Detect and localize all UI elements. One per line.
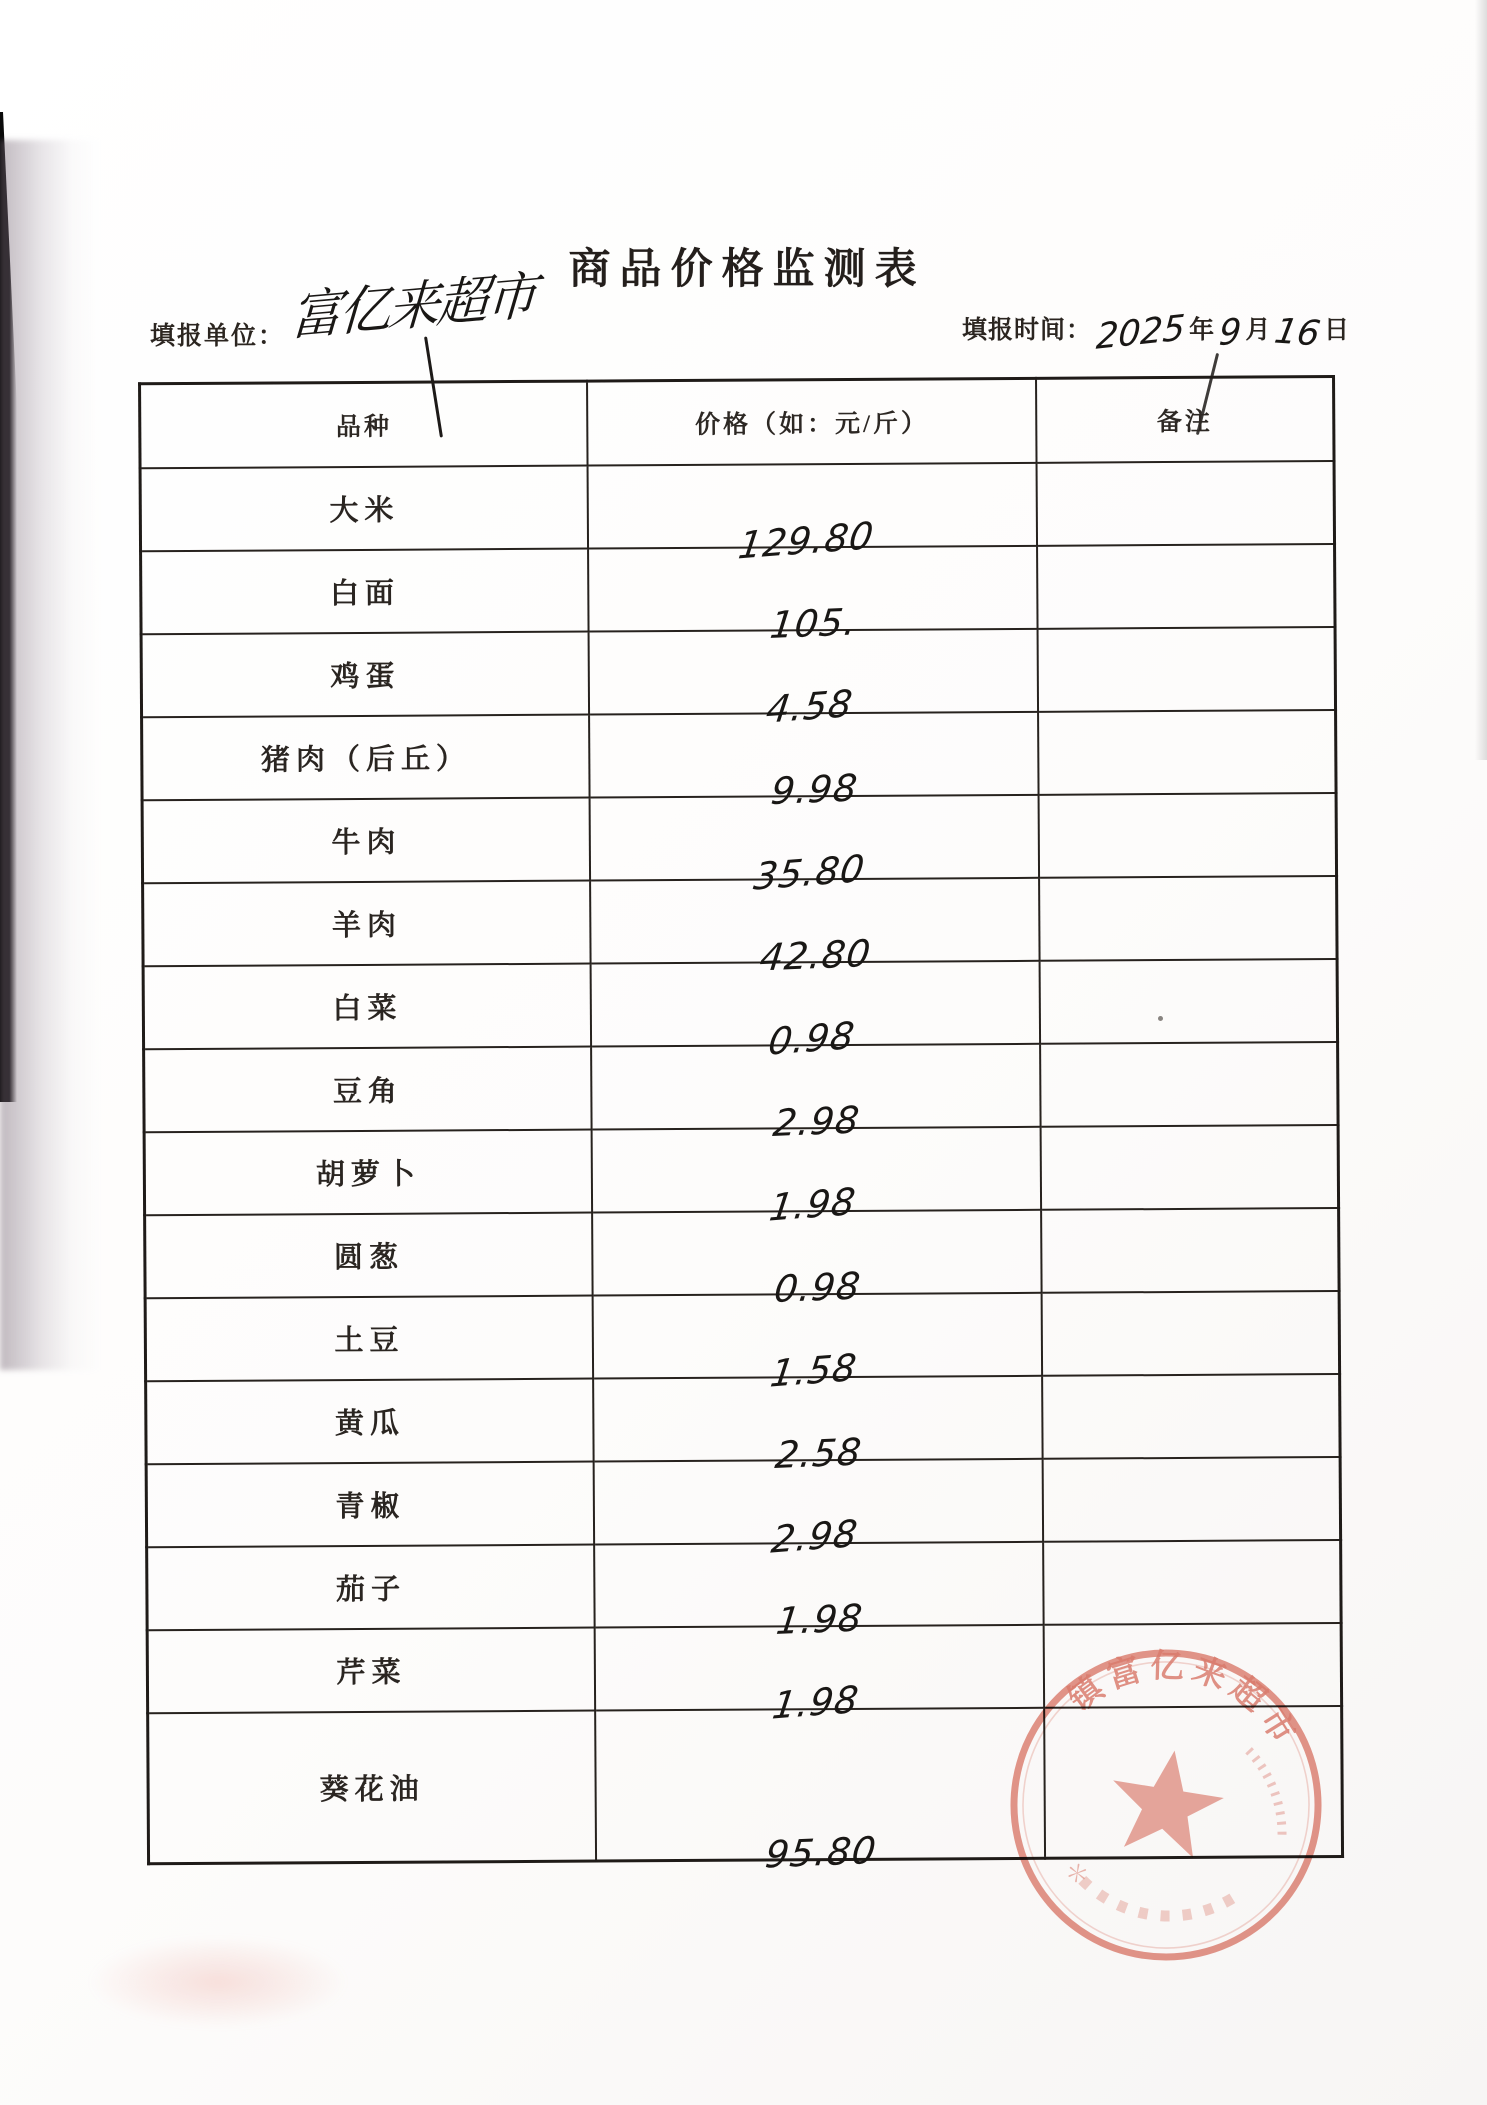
item-name-cell: 土豆: [145, 1296, 593, 1382]
table-row: [142, 710, 1336, 800]
price-handwritten-value: 2.98: [768, 1511, 861, 1562]
report-unit-label: 填报单位：: [150, 323, 286, 350]
price-handwritten-value: 1.58: [767, 1345, 860, 1396]
stamp-bottom-mark: ＊: [1063, 1860, 1091, 1890]
note-cell: [1039, 793, 1337, 878]
note-cell: [1037, 461, 1335, 546]
price-handwritten-value: 1.98: [766, 1179, 859, 1230]
scan-artifact-right-shadow: [1475, 0, 1487, 760]
item-name-cell: 大米: [140, 466, 588, 552]
stamp-serial-marks: [1235, 1750, 1295, 1840]
price-handwritten-value: 35.80: [750, 846, 868, 899]
table-row: [143, 876, 1337, 966]
price-handwritten-value: 4.58: [763, 681, 856, 732]
item-name-cell: 白菜: [143, 964, 591, 1050]
report-time-year-handwritten: 2025: [1094, 308, 1187, 358]
table-row: [144, 1125, 1338, 1215]
item-name-cell: 青椒: [146, 1462, 594, 1548]
table-row: [146, 1374, 1340, 1464]
note-cell: [1040, 1042, 1338, 1127]
table-row: [141, 627, 1335, 717]
report-time-month-handwritten: 9: [1217, 311, 1243, 355]
price-handwritten-value: 1.98: [769, 1677, 862, 1728]
note-cell: [1043, 1540, 1341, 1625]
price-handwritten-value: 105.: [767, 600, 859, 648]
price-handwritten-value: 9.98: [768, 766, 860, 814]
report-unit-field: [150, 266, 536, 352]
note-cell: [1038, 627, 1336, 712]
report-unit-handwritten-value: 富亿来超市: [288, 266, 536, 348]
item-name-cell: 鸡蛋: [141, 632, 589, 718]
table-row: [140, 461, 1334, 551]
note-cell: [1042, 1374, 1340, 1459]
note-cell: [1042, 1291, 1340, 1376]
table-row: [145, 1208, 1339, 1298]
price-handwritten-value: 0.98: [765, 1013, 858, 1064]
item-name-cell: 葵花油: [148, 1711, 597, 1864]
item-name-cell: 牛肉: [142, 798, 590, 884]
official-round-stamp: [1003, 1642, 1329, 1968]
scan-artifact-ink-smudge: [88, 1936, 348, 2028]
table-row: [147, 1540, 1341, 1630]
price-cell: [588, 463, 1037, 568]
scan-artifact-left-shadow: [0, 140, 100, 1370]
table-row: [142, 793, 1336, 883]
report-time-day-char: 日: [1323, 317, 1350, 344]
item-name-cell: 羊肉: [143, 881, 591, 967]
note-cell: [1037, 544, 1335, 629]
note-cell: [1038, 710, 1336, 795]
price-handwritten-value: 2.98: [770, 1098, 862, 1146]
price-handwritten-value: 129.80: [735, 513, 877, 568]
report-time-month-char: 月: [1245, 317, 1272, 344]
item-name-cell: 豆角: [144, 1047, 592, 1133]
table-row: [145, 1291, 1339, 1381]
report-time-year-char: 年: [1189, 317, 1216, 344]
table-row: [143, 959, 1337, 1049]
note-cell: [1040, 959, 1338, 1044]
price-cell: [595, 1708, 1045, 1877]
item-name-cell: 黄瓜: [146, 1379, 594, 1465]
item-name-cell: 白面: [141, 549, 589, 635]
item-name-cell: 猪肉（后丘）: [142, 715, 590, 801]
item-name-cell: 芹菜: [147, 1628, 595, 1714]
note-cell: [1039, 876, 1337, 961]
price-handwritten-value: 0.98: [771, 1264, 863, 1312]
page-title: 商品价格监测表: [568, 247, 926, 293]
price-handwritten-value: 2.58: [772, 1430, 864, 1478]
table-row: [146, 1457, 1340, 1547]
price-handwritten-value: 1.98: [773, 1596, 865, 1644]
col-header-item: 品种: [140, 381, 588, 468]
report-time-label: 填报时间：: [962, 317, 1093, 344]
report-time-field: [962, 308, 1350, 358]
item-name-cell: 茄子: [147, 1545, 595, 1631]
stamp-star-icon: [1103, 1742, 1230, 1861]
col-header-price: 价格（如：元/斤）: [587, 378, 1036, 465]
note-cell: [1043, 1457, 1341, 1542]
stamp-bottom-illegible-marks: [1079, 1874, 1234, 1927]
stamp-arc-text: 镇富亿来超市: [1062, 1648, 1305, 1756]
table-header-row: [140, 377, 1334, 469]
note-cell: [1041, 1125, 1339, 1210]
note-cell: [1041, 1208, 1339, 1293]
price-handwritten-value: 42.80: [757, 931, 874, 980]
price-handwritten-value: 95.80: [762, 1828, 879, 1877]
item-name-cell: 胡萝卜: [144, 1130, 592, 1216]
col-header-note: 备注: [1036, 377, 1334, 463]
report-time-day-handwritten: 16: [1271, 311, 1324, 355]
table-row: [144, 1042, 1338, 1132]
item-name-cell: 圆葱: [145, 1213, 593, 1299]
